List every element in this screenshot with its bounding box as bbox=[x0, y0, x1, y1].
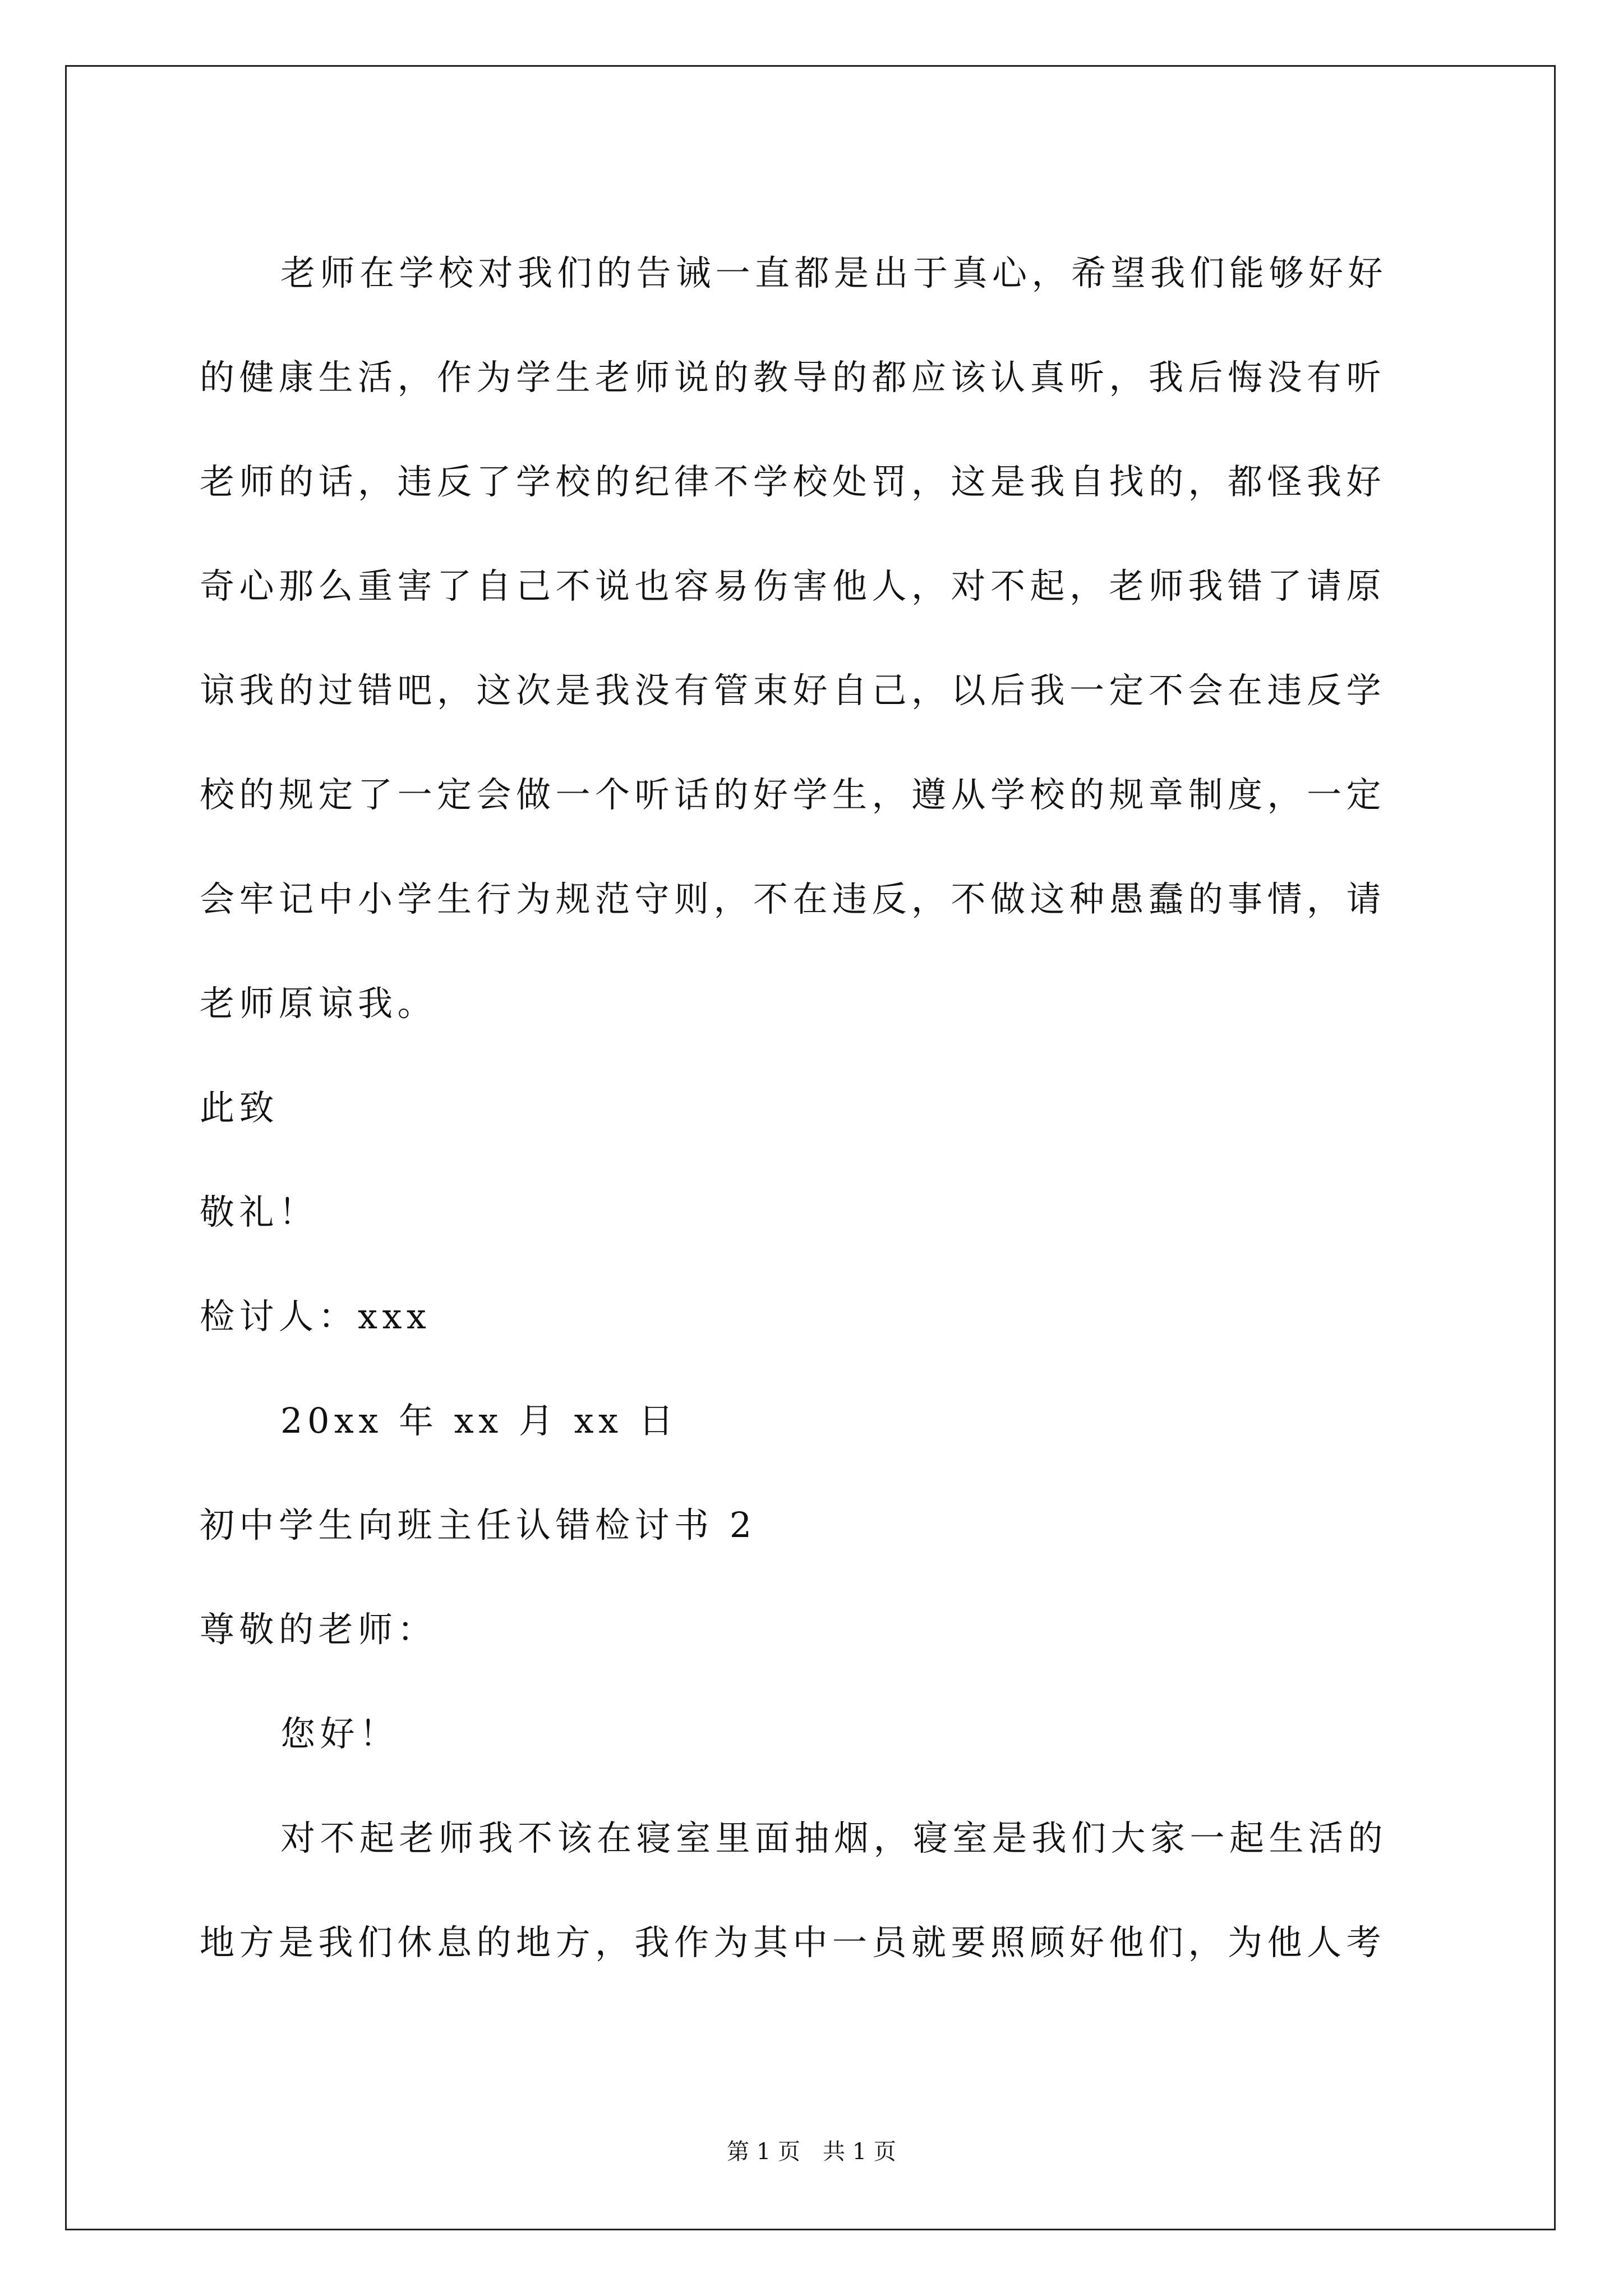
date-line: 20xx 年 xx 月 xx 日 bbox=[280, 1400, 679, 1441]
paragraph-line: 老师在学校对我们的告诫一直都是出于真心，希望我们能够好好 bbox=[280, 252, 1388, 293]
paragraph-line: 谅我的过错吧，这次是我没有管束好自己，以后我一定不会在违反学 bbox=[200, 670, 1386, 711]
paragraph-line: 奇心那么重害了自己不说也容易伤害他人，对不起，老师我错了请原 bbox=[200, 565, 1386, 606]
greeting-line: 尊敬的老师： bbox=[200, 1609, 437, 1650]
paragraph-line: 老师原谅我。 bbox=[200, 983, 437, 1024]
page-footer: 第 1 页 共 1 页 bbox=[727, 2139, 896, 2165]
paragraph-line: 的健康生活，作为学生老师说的教导的都应该认真听，我后悔没有听 bbox=[200, 357, 1386, 398]
section-title: 初中学生向班主任认错检讨书 2 bbox=[200, 1504, 757, 1545]
salute-line: 敬礼！ bbox=[200, 1191, 319, 1232]
paragraph-line: 校的规定了一定会做一个听话的好学生，遵从学校的规章制度，一定 bbox=[200, 774, 1386, 815]
paragraph-line: 老师的话，违反了学校的纪律不学校处罚，这是我自找的，都怪我好 bbox=[200, 461, 1386, 502]
hello-line: 您好！ bbox=[280, 1713, 399, 1754]
closing-line: 此致 bbox=[200, 1087, 279, 1128]
paragraph-line: 对不起老师我不该在寝室里面抽烟，寝室是我们大家一起生活的 bbox=[280, 1818, 1388, 1858]
document-body bbox=[200, 221, 1422, 1995]
signature-line: 检讨人：xxx bbox=[200, 1296, 431, 1337]
paragraph-line: 地方是我们休息的地方，我作为其中一员就要照顾好他们，为他人考 bbox=[200, 1922, 1386, 1963]
paragraph-line: 会牢记中小学生行为规范守则，不在违反，不做这种愚蠢的事情，请 bbox=[200, 878, 1386, 919]
